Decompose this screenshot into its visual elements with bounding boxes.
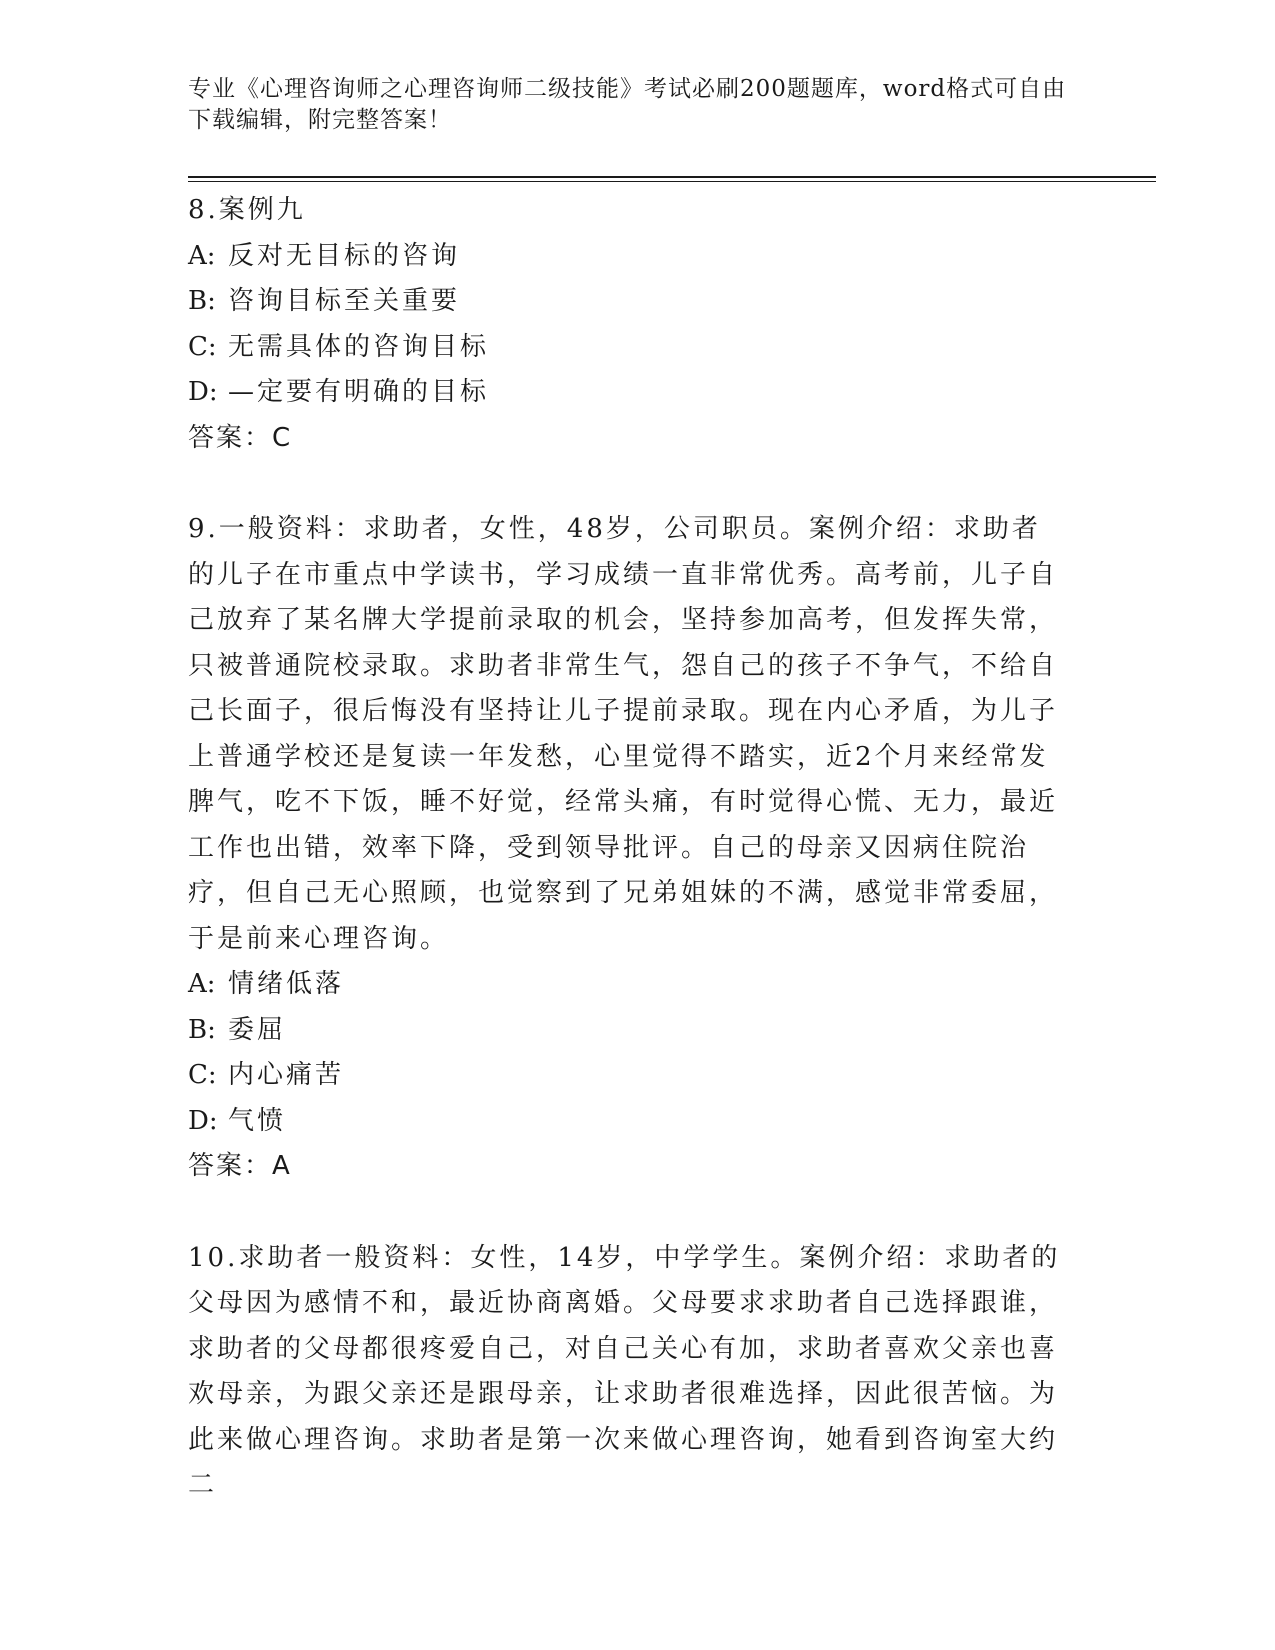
- option-text: 情绪低落: [228, 969, 345, 999]
- option-d: [188, 1099, 1088, 1145]
- header-rule-thin: [188, 181, 1156, 182]
- spacer: [188, 1190, 1088, 1236]
- question-list: [188, 188, 1088, 1509]
- question-10: [188, 1236, 1088, 1509]
- question-8: [188, 188, 1088, 461]
- question-stem: 8.案例九: [188, 195, 306, 225]
- option-text: —定要有明确的目标: [228, 377, 490, 407]
- option-text: 无需具体的咨询目标: [228, 331, 490, 362]
- option-letter: C:: [188, 331, 217, 362]
- answer-line: 答案：A: [188, 1151, 292, 1181]
- spacer: [188, 461, 1088, 507]
- option-text: 内心痛苦: [228, 1060, 345, 1090]
- answer-line: 答案：C: [188, 422, 293, 453]
- option-b: [188, 279, 1088, 325]
- option-text: 反对无目标的咨询: [228, 240, 461, 271]
- option-letter: D:: [188, 377, 218, 407]
- question-stem: 9.一般资料：求助者，女性，48岁，公司职员。案例介绍：求助者的儿子在市重点中学读书，学习成绩一直非常优秀。高考前，儿子自己放弃了某名牌大学提前录取的机会，坚持参加高考，但发挥失常，只被普通院校录取。求助者非常生气，怨自己的孩子不争气，不给自己长面子，很后悔没有坚持让儿子提前录取。现在内心矛盾，为儿子上普通学校还是复读一年发愁，心里觉得不踏实，近2个月来经常发脾气，吃不下饭，睡不好觉，经常头痛，有时觉得心慌、无力，最近工作也出错，效率下降，受到领导批评。自己的母亲又因病住院治疗，但自己无心照顾，也觉察到了兄弟姐妹的不满，感觉非常委屈，于是前来心理咨询。: [188, 514, 1059, 954]
- option-letter: A:: [188, 240, 216, 271]
- option-c: [188, 1053, 1088, 1099]
- option-d: [188, 370, 1088, 416]
- option-text: 气愤: [228, 1105, 287, 1136]
- option-letter: A:: [188, 969, 216, 999]
- option-c: [188, 325, 1088, 371]
- option-a: [188, 962, 1088, 1008]
- option-a: [188, 234, 1088, 280]
- question-stem: 10.求助者一般资料：女性，14岁，中学学生。案例介绍：求助者的父母因为感情不和，最近协商离婚。父母要求求助者自己选择跟谁，求助者的父母都很疼爱自己，对自己关心有加，求助者喜欢父亲也喜欢母亲，为跟父亲还是跟母亲，让求助者很难选择，因此很苦恼。为此来做心理咨询。求助者是第一次来做心理咨询，她看到咨询室大约二: [188, 1242, 1061, 1500]
- question-9: [188, 507, 1088, 1190]
- option-letter: B:: [188, 286, 216, 316]
- option-b: [188, 1008, 1088, 1054]
- page-header: 专业《心理咨询师之心理咨询师二级技能》考试必刷200题题库，word格式可自由下载编辑，附完整答案！: [188, 76, 1067, 133]
- option-letter: B:: [188, 1014, 216, 1045]
- option-letter: D:: [188, 1105, 218, 1136]
- option-letter: C:: [188, 1060, 217, 1090]
- option-text: 咨询目标至关重要: [228, 286, 461, 316]
- header-rule-thick: [188, 176, 1156, 178]
- option-text: 委屈: [228, 1014, 287, 1045]
